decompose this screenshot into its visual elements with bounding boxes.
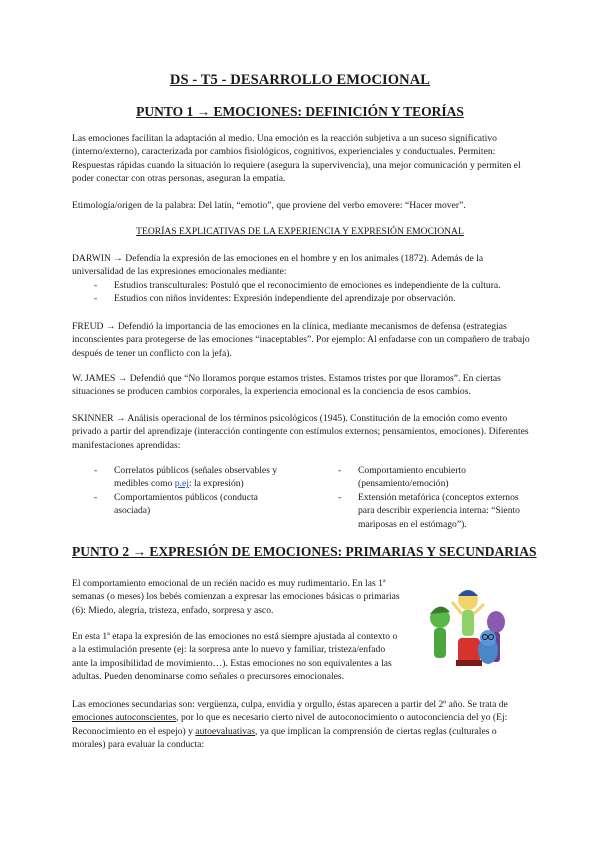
paragraph-skinner: SKINNER → Análisis operacional de los términos psicológicos (1945). Constitución de la emoción como evento privado a partir del aprendizaje (interacción contingente con estímulos externos; pensamientos, emociones). Diferentes manifestaciones aprendidas:: [72, 413, 529, 451]
inside-out-characters-icon: [418, 578, 530, 678]
section-heading-punto-2: PUNTO 2 → EXPRESIÓN DE EMOCIONES: PRIMARIAS Y SECUNDARIAS: [72, 544, 537, 559]
skinner-list-right: [330, 464, 530, 531]
subheading-teorias: TEORÍAS EXPLICATIVAS DE LA EXPERIENCIA Y EXPRESIÓN EMOCIONAL: [136, 226, 464, 237]
list-item: - Comportamiento encubierto (pensamiento/emoción): [330, 464, 530, 491]
section-heading-punto-1: PUNTO 1 → EMOCIONES: DEFINICIÓN Y TEORÍAS: [136, 104, 464, 119]
list-item: - Estudios transculturales: Postuló que el reconocimiento de emociones es independiente de la cultura.: [86, 279, 536, 292]
paragraph-primera-etapa: En esta 1ª etapa la expresión de las emociones no está siempre ajustada al contexto o a la estimulación presente (ej: la sorpresa ante lo nuevo y familiar, tristeza/enfado ante la imposibilidad de movimiento…). Estas emociones no son equivalentes a las adultas. Pueden denominarse como señales o precursores emocionales.: [72, 631, 398, 683]
list-item: - Estudios con niños invidentes: Expresión independiente del aprendizaje por observación.: [86, 292, 536, 305]
list-item: - Extensión metafórica (conceptos externos para describir experiencia interna: “Siento mariposas en el estómago”).: [330, 491, 530, 531]
paragraph-intro: Las emociones facilitan la adaptación al medio. Una emoción es la reacción subjetiva a un suceso significativo (interno/externo), caracterizada por cambios fisiológicos, cognitivos, experienciales y conductuales. Permiten: Respuestas rápidas cuando la situación lo requiere (asegura la supervivencia), una mejor comunicación y permiten el poder conectar con otras personas, aseguran la empatía.: [72, 133, 521, 185]
inside-out-illustration: [418, 578, 530, 678]
paragraph-primarias: El comportamiento emocional de un recién nacido es muy rudimentario. En las 1ª semanas (o meses) los bebés comienzan a expresar las emociones básicas o primarias (6): Miedo, alegría, tristeza, enfado, sorpresa y asco.: [72, 578, 400, 616]
term-autoconscientes: emociones autoconscientes: [72, 712, 177, 724]
link-pej[interactable]: p.ej: [174, 478, 189, 490]
list-item: - Correlatos públicos (señales observables y medibles como p.ej: la expresión): [86, 464, 286, 491]
list-item: - Comportamientos públicos (conducta asociada): [86, 491, 286, 518]
paragraph-freud: FREUD → Defendió la importancia de las emociones en la clínica, mediante mecanismos de defensa (estrategias inconscientes para protegerse de las emociones “inaceptables”. Por ejemplo: Al enfadarse con un compañero de trabajo después de tener un conflicto con la jefa).: [72, 321, 530, 359]
paragraph-etimologia: Etimología/origen de la palabra: Del latín, “emotio”, que proviene del verbo emovere: “Hacer mover”.: [72, 200, 466, 211]
darwin-list: [86, 279, 536, 306]
paragraph-darwin: DARWIN → Defendía la expresión de las emociones en el hombre y en los animales (1872). Además de la universalidad de las expresiones emocionales mediante:: [72, 253, 484, 278]
term-autoevaluativas: autoevaluativas: [195, 725, 256, 737]
document-title: DS - T5 - DESARROLLO EMOCIONAL: [169, 72, 431, 88]
paragraph-james: W. JAMES → Defendió que “No lloramos porque estamos tristes. Estamos tristes por que lloramos”. En ciertas situaciones se producen cambios corporales, la experiencia emocional es la conciencia de esos cambios.: [72, 373, 501, 398]
skinner-list-left: [86, 464, 286, 518]
paragraph-secundarias: Las emociones secundarias son: vergüenza, culpa, envidia y orgullo, éstas aparecen a partir del 2º año. Se trata de emociones autoconscientes, por lo que es necesario cierto nivel de autoconocimiento o autoconciencia del yo (Ej: Reconocimiento en el espejo) y autoevaluativas, ya que implican la comprensión de ciertas reglas (culturales o morales) para evaluar la conducta:: [72, 699, 508, 751]
